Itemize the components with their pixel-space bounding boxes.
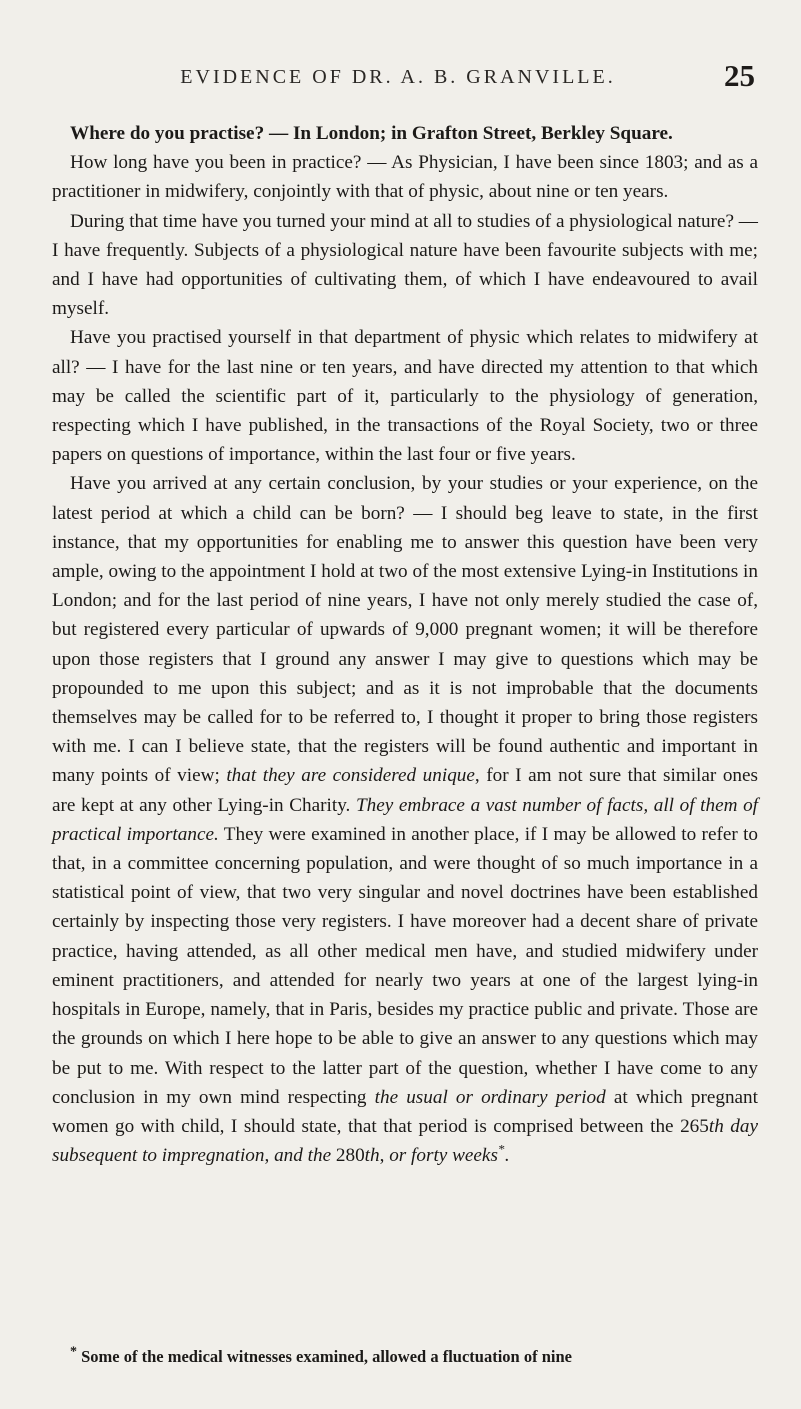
text-run: or forty weeks (389, 1145, 498, 1167)
footnote-ref: * (497, 1141, 505, 1157)
text-run: 280 (331, 1145, 365, 1167)
paragraph (52, 119, 758, 148)
text-run: During that time have you turned your mind at all to studies of a physiological nature? — I have frequently. Subjects of a physiological nature have been favourite subjects with me; and I have had opportunities of cultivating them, of which I have endeavoured to avail myself. (52, 210, 758, 320)
text-run: th (364, 1145, 380, 1167)
text-run: th day subsequent to impregnation (52, 1115, 758, 1167)
footnote (52, 1346, 758, 1368)
text-run: Where do you practise? — In London; in Grafton Street, Berkley Square. (70, 123, 673, 144)
text-run: , (379, 1145, 390, 1167)
text-run: They embrace a vast number of facts, all of them of practical importance. (52, 794, 759, 845)
page-number: 25 (724, 58, 755, 93)
text-run: the usual or ordinary period (374, 1086, 606, 1108)
footnote-text: Some of the medical witnesses examined, allowed a fluctuation of nine (77, 1347, 572, 1366)
text-run: that they are considered unique (226, 765, 475, 787)
running-head (52, 58, 757, 96)
text-run: They were examined in another place, if I may be allowed to refer to that, in a committee concerning population, and were thought of so much importance in a statistical point of view, that two very singular and novel doctrines have been established certainly by inspecting those very registers. I have moreover had a decent share of private practice, having attended, as all other medical men have, and studied midwifery under eminent practitioners, and attended for nearly two years at one of the largest lying-in hospitals in Europe, namely, that in Paris, besides my practice public and private. Those are the grounds on which I here hope to be able to give an answer to any questions which may be put to me. With respect to the latter part of the question, whether I have come to any conclusion in my own mind respecting (52, 823, 759, 1108)
text-run: , (264, 1145, 275, 1167)
running-title: EVIDENCE OF DR. A. B. GRANVILLE. (180, 66, 616, 88)
body-text (52, 119, 758, 1170)
paragraph (52, 323, 758, 469)
text-run: , for I am not sure that similar ones are kept at any other Lying-in Charity. (52, 765, 758, 816)
paragraph (52, 148, 758, 206)
footnote-mark: * (70, 1344, 77, 1360)
text-run: How long have you been in practice? — As Physician, I have been since 1803; and as a practitioner in midwifery, conjointly with that of physic, about nine or ten years. (52, 152, 758, 203)
paragraph (52, 469, 758, 1170)
paragraph (52, 207, 758, 324)
text-run: at which pregnant women go with child, I should state, that that period is comprised between the 265 (52, 1086, 758, 1137)
text-run: and the (274, 1145, 332, 1167)
text-run: Have you arrived at any certain conclusion, by your studies or your experience, on the latest period at which a child can be born? — I should beg leave to state, in the first instance, that my opportunities for enabling me to answer this question have been very ample, owing to the appointment I hold at two of the most extensive Lying-in Institutions in London; and for the last period of nine years, I have not only merely studied the case of, but registered every particular of upwards of 9,000 pregnant women; it will be therefore upon those registers that I ground any answer I may give to questions which may be propounded to me upon this subject; and as it is not improbable that the documents themselves may be called for to be referred to, I thought it proper to bring those registers with me. I can I believe state, that the registers will be found authentic and important in many points of view; (52, 473, 758, 787)
text-run: . (504, 1145, 510, 1167)
text-run: Have you practised yourself in that department of physic which relates to midwifery at all? — I have for the last nine or ten years, and have directed my attention to that which may be called the scientific part of it, particularly to the physiology of generation, respecting which I have published, in the transactions of the Royal Society, two or three papers on questions of importance, within the last four or five years. (52, 327, 758, 466)
